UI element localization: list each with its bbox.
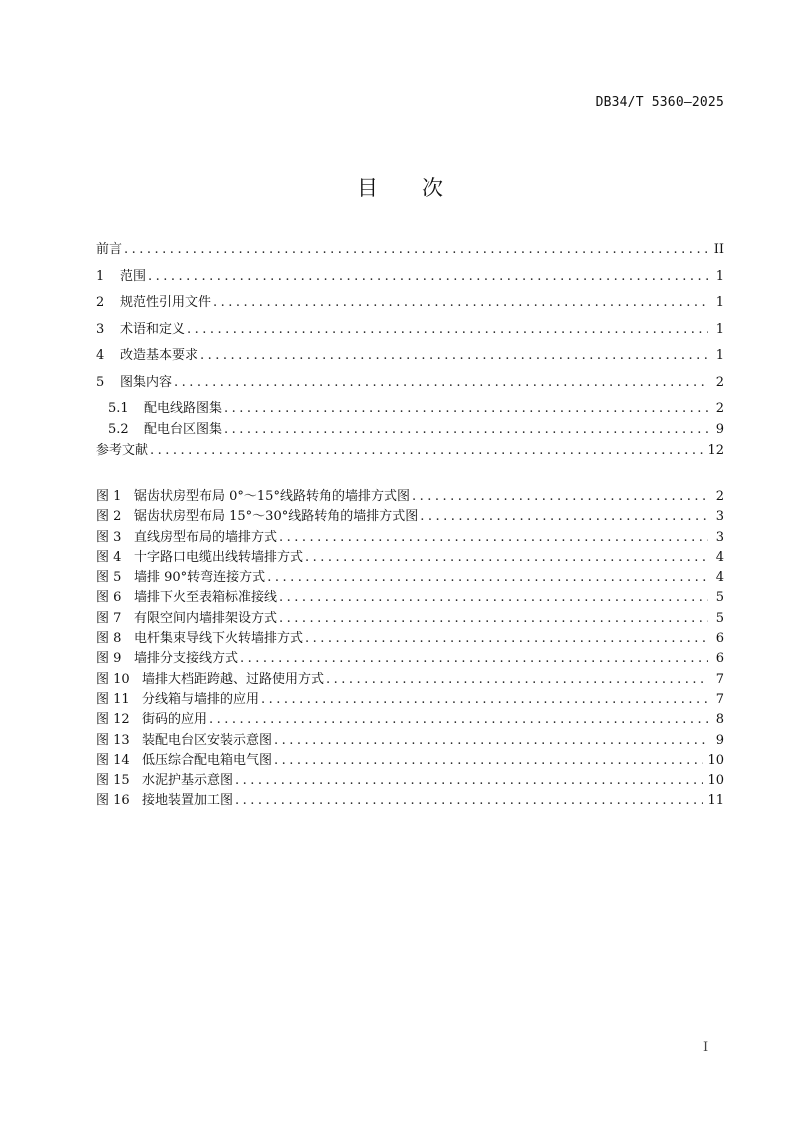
entry-page: 7 <box>715 671 724 687</box>
entry-page: 10 <box>707 752 724 768</box>
entry-label: 参考文献 <box>96 443 149 458</box>
entry-page: 2 <box>715 374 724 390</box>
entry-number: 图 5 <box>96 570 122 586</box>
leader-dots <box>279 590 708 605</box>
leader-dots <box>235 793 703 808</box>
entry-label: 术语和定义 <box>120 321 186 337</box>
entry-page: 8 <box>715 712 724 728</box>
entry-page: 1 <box>715 348 724 363</box>
page-number: I <box>703 1040 709 1055</box>
entry-number: 图 9 <box>96 651 122 667</box>
entry-number: 图 7 <box>96 610 122 626</box>
entry-label: 图集内容 <box>120 374 173 390</box>
toc-sections <box>96 238 724 466</box>
entry-number: 5.1 <box>108 401 129 416</box>
entry-number: 图 2 <box>96 509 122 525</box>
leader-dots <box>420 509 708 524</box>
entry-page: 1 <box>715 268 724 284</box>
title-char-2: 次 <box>422 176 443 200</box>
toc-figure-entry[interactable] <box>96 729 724 749</box>
toc-figure-entry[interactable] <box>96 586 724 606</box>
entry-page: 9 <box>715 422 724 437</box>
leader-dots <box>274 733 708 748</box>
leader-dots <box>279 530 708 545</box>
entry-page: 2 <box>715 401 724 416</box>
leader-dots <box>213 295 708 310</box>
toc-figure-entry[interactable] <box>96 647 724 667</box>
entry-label: 接地装置加工图 <box>142 793 234 809</box>
leader-dots <box>187 322 708 337</box>
entry-label: 锯齿状房型布局 15°～30°线路转角的墙排方式图 <box>134 509 419 525</box>
entry-page: 10 <box>707 773 724 789</box>
entry-label: 十字路口电缆出线转墙排方式 <box>134 549 304 565</box>
entry-label: 配电台区图集 <box>144 422 223 437</box>
toc-figure-entry[interactable] <box>96 485 724 505</box>
toc-figure-entry[interactable] <box>96 708 724 728</box>
toc-figure-entry[interactable] <box>96 526 724 546</box>
toc-section-entry[interactable] <box>96 439 724 466</box>
entry-label: 改造基本要求 <box>120 348 199 363</box>
entry-label: 墙排 90°转弯连接方式 <box>134 570 266 586</box>
entry-label: 直线房型布局的墙排方式 <box>134 529 278 545</box>
toc-figures <box>96 485 724 810</box>
toc-figure-entry[interactable] <box>96 688 724 708</box>
entry-page: 1 <box>715 321 724 337</box>
leader-dots <box>148 269 708 284</box>
entry-label: 范围 <box>120 268 147 284</box>
page-title <box>0 172 800 202</box>
title-char-1: 目 <box>357 176 378 200</box>
toc-figure-entry[interactable] <box>96 505 724 525</box>
entry-label: 分线箱与墙排的应用 <box>142 691 260 707</box>
toc-figure-entry[interactable] <box>96 607 724 627</box>
entry-label: 墙排下火至表箱标准接线 <box>134 590 278 606</box>
toc-section-entry[interactable] <box>96 397 724 418</box>
toc-section-entry[interactable] <box>96 265 724 292</box>
entry-label: 低压综合配电箱电气图 <box>142 752 273 768</box>
toc-section-entry[interactable] <box>96 238 724 265</box>
leader-dots <box>235 773 703 788</box>
toc-figure-entry[interactable] <box>96 668 724 688</box>
entry-number: 5.2 <box>108 422 129 437</box>
entry-page: 5 <box>715 610 724 626</box>
toc-section-entry[interactable] <box>96 291 724 318</box>
toc-figure-entry[interactable] <box>96 749 724 769</box>
leader-dots <box>305 550 708 565</box>
entry-page: II <box>713 242 724 257</box>
toc-figure-entry[interactable] <box>96 789 724 809</box>
entry-page: 3 <box>715 529 724 545</box>
entry-label: 规范性引用文件 <box>120 295 212 310</box>
leader-dots <box>224 401 708 416</box>
toc-section-entry[interactable] <box>96 418 724 439</box>
toc-section-entry[interactable] <box>96 344 724 371</box>
leader-dots <box>261 692 708 707</box>
entry-page: 6 <box>715 651 724 667</box>
leader-dots <box>279 611 708 626</box>
entry-page: 12 <box>707 443 724 458</box>
entry-number: 图 14 <box>96 752 130 768</box>
leader-dots <box>174 375 708 390</box>
entry-number: 图 3 <box>96 529 122 545</box>
entry-page: 4 <box>715 570 724 586</box>
entry-number: 5 <box>96 374 105 390</box>
entry-number: 图 4 <box>96 549 122 565</box>
entry-number: 1 <box>96 268 105 284</box>
entry-page: 3 <box>715 509 724 525</box>
entry-number: 图 8 <box>96 631 122 647</box>
entry-number: 图 11 <box>96 691 130 707</box>
leader-dots <box>224 422 708 437</box>
entry-page: 5 <box>715 590 724 606</box>
entry-number: 图 10 <box>96 671 130 687</box>
entry-label: 锯齿状房型布局 0°～15°线路转角的墙排方式图 <box>134 489 410 504</box>
toc-figure-entry[interactable] <box>96 769 724 789</box>
leader-dots <box>326 672 708 687</box>
entry-number: 4 <box>96 348 105 363</box>
toc-section-entry[interactable] <box>96 318 724 345</box>
entry-label: 街码的应用 <box>142 712 208 728</box>
leader-dots <box>267 570 708 585</box>
entry-number: 图 12 <box>96 712 130 728</box>
entry-label: 水泥护基示意图 <box>142 773 234 789</box>
entry-page: 4 <box>715 549 724 565</box>
entry-number: 2 <box>96 295 105 310</box>
entry-number: 图 16 <box>96 793 130 809</box>
leader-dots <box>274 753 703 768</box>
entry-page: 2 <box>715 489 724 504</box>
entry-number: 图 1 <box>96 489 122 504</box>
entry-label: 有限空间内墙排架设方式 <box>134 610 278 626</box>
entry-number: 图 13 <box>96 732 130 748</box>
entry-page: 7 <box>715 691 724 707</box>
entry-page: 6 <box>715 631 724 647</box>
entry-number: 3 <box>96 321 105 337</box>
entry-label: 前言 <box>96 242 123 257</box>
leader-dots <box>240 651 708 666</box>
entry-page: 1 <box>715 295 724 310</box>
toc-section-entry[interactable] <box>96 371 724 398</box>
entry-page: 9 <box>715 732 724 748</box>
leader-dots <box>209 712 708 727</box>
entry-label: 墙排分支接线方式 <box>134 651 239 667</box>
leader-dots <box>150 443 703 458</box>
leader-dots <box>412 489 708 504</box>
entry-label: 墙排大档距跨越、过路使用方式 <box>142 671 325 687</box>
document-code: DB34/T 5360—2025 <box>595 95 724 110</box>
toc-figure-entry[interactable] <box>96 566 724 586</box>
leader-dots <box>305 631 708 646</box>
entry-page: 11 <box>707 793 724 809</box>
toc-figure-entry[interactable] <box>96 627 724 647</box>
entry-label: 电杆集束导线下火转墙排方式 <box>134 631 304 647</box>
leader-dots <box>200 348 708 363</box>
toc-figure-entry[interactable] <box>96 546 724 566</box>
entry-label: 装配电台区安装示意图 <box>142 732 273 748</box>
entry-label: 配电线路图集 <box>144 401 223 416</box>
entry-number: 图 6 <box>96 590 122 606</box>
entry-number: 图 15 <box>96 773 130 789</box>
leader-dots <box>124 242 708 257</box>
